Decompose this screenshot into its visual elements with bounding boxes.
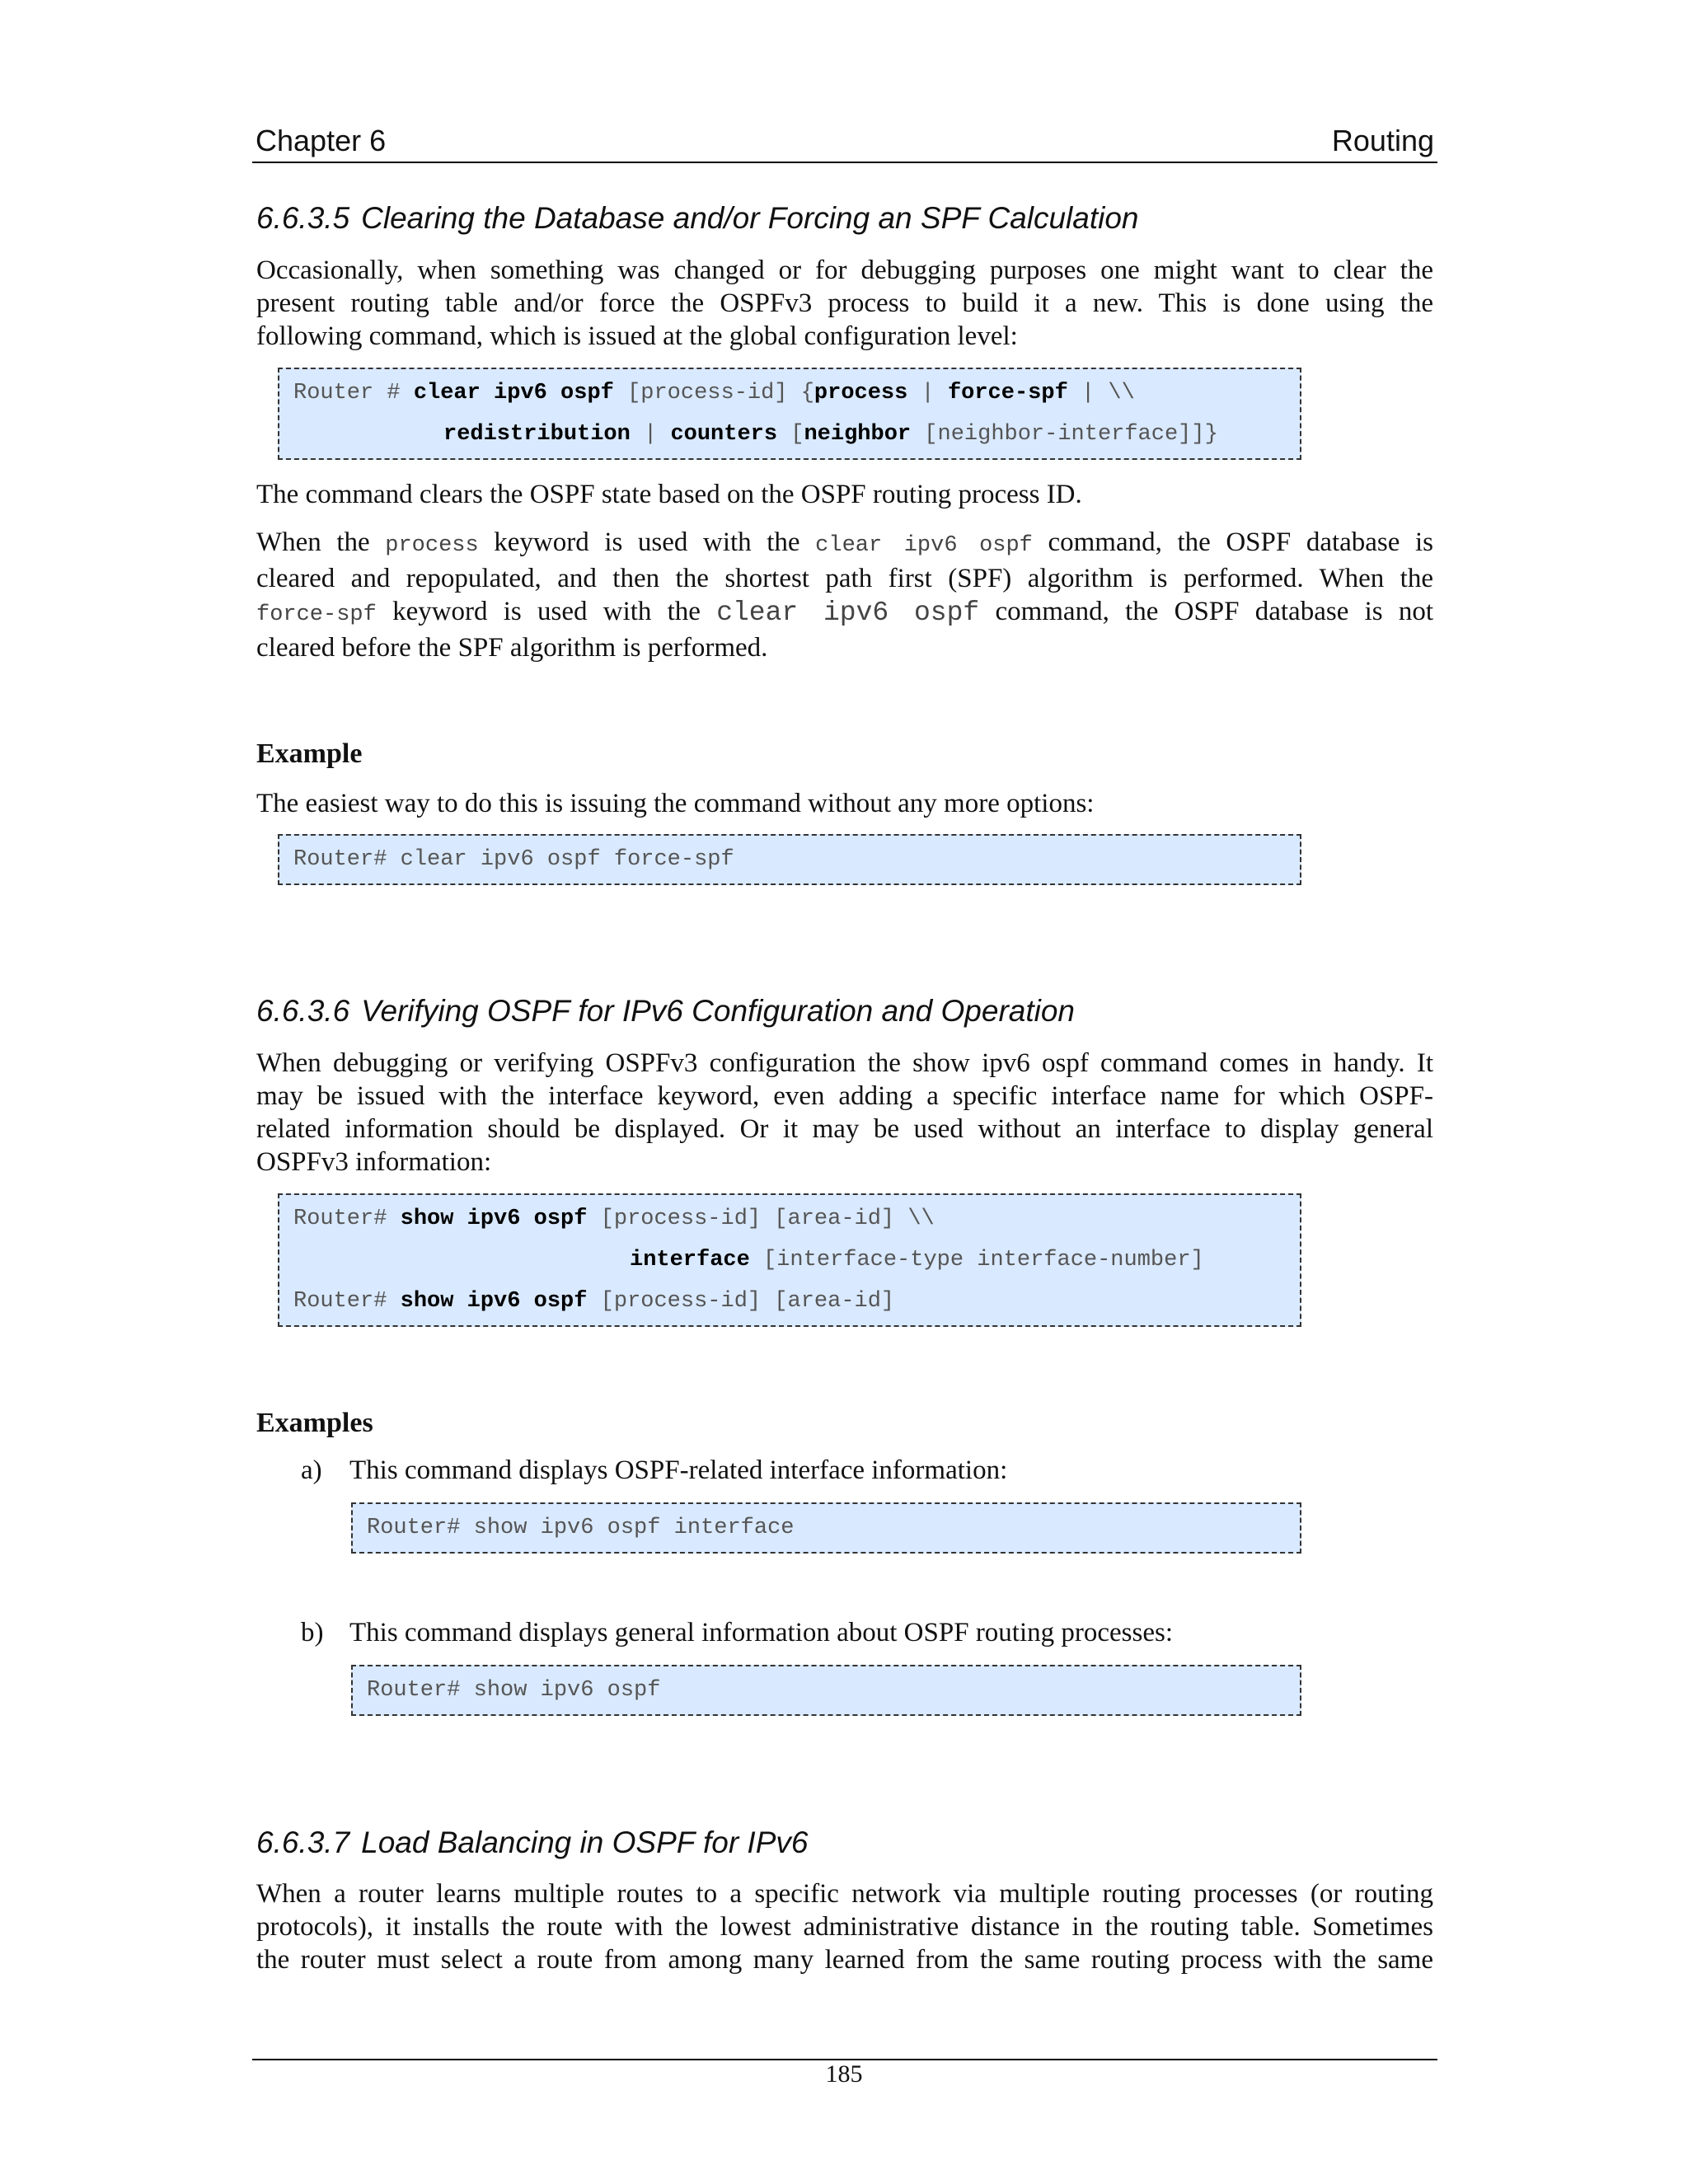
section-intro-paragraph bbox=[256, 254, 1433, 353]
section-intro-paragraph bbox=[256, 1877, 1433, 1976]
page-header bbox=[252, 120, 1437, 163]
keyword-explanation-paragraph bbox=[256, 526, 1433, 664]
paragraph-line: protocols), it installs the route with the lowest administrative distance in the routing table. Sometimes bbox=[256, 1912, 1433, 1942]
code-line: redistribution | counters [neighbor [neighbor-interface]]} bbox=[443, 422, 1218, 447]
page-number: 185 bbox=[825, 2060, 863, 2088]
paragraph-line: When a router learns multiple routes to a specific network via multiple routing processes (or routing bbox=[256, 1879, 1433, 1909]
paragraph-line: When debugging or verifying OSPFv3 configuration the show ipv6 ospf command comes in handy. It bbox=[256, 1048, 1433, 1078]
chapter-title: Routing bbox=[1331, 124, 1434, 157]
example-code-box: Router# show ipv6 ospf bbox=[351, 1665, 1301, 1716]
section-number: 6.6.3.5 bbox=[256, 201, 350, 235]
command-syntax-box bbox=[278, 368, 1301, 460]
code-line: Router# show ipv6 ospf [process-id] [area-id] bbox=[293, 1289, 895, 1314]
paragraph-line: OSPFv3 information: bbox=[256, 1147, 492, 1177]
paragraph-line: cleared and repopulated, and then the shortest path first (SPF) algorithm is performed. When the bbox=[256, 564, 1433, 593]
examples-heading: Examples bbox=[256, 1408, 373, 1438]
inline-code: force-spf bbox=[256, 602, 377, 627]
paragraph-line: force-spf keyword is used with the clear ipv6 ospf command, the OSPF database is not bbox=[256, 597, 1433, 628]
section-number: 6.6.3.6 bbox=[256, 994, 350, 1028]
inline-code: clear ipv6 ospf bbox=[716, 598, 980, 628]
code-line: Router# show ipv6 ospf [process-id] [area-id] \\ bbox=[293, 1207, 935, 1231]
section-number: 6.6.3.7 bbox=[256, 1825, 350, 1859]
paragraph-line: Occasionally, when something was changed or for debugging purposes one might want to clear the bbox=[256, 255, 1433, 285]
paragraph-line: present routing table and/or force the OSPFv3 process to build it a new. This is done using the bbox=[256, 288, 1433, 318]
section-title: Load Balancing in OSPF for IPv6 bbox=[361, 1825, 809, 1859]
section-heading-6-6-3-5 bbox=[256, 201, 1139, 236]
paragraph-line: related information should be displayed. Or it may be used without an interface to display general bbox=[256, 1114, 1433, 1144]
example-code-box: Router# show ipv6 ospf interface bbox=[351, 1502, 1301, 1554]
paragraph-line: When the process keyword is used with the clear ipv6 ospf command, the OSPF database is bbox=[256, 527, 1434, 558]
example-heading: Example bbox=[256, 738, 363, 769]
inline-code: clear ipv6 ospf bbox=[815, 533, 1033, 558]
section-heading-6-6-3-7 bbox=[256, 1825, 808, 1860]
command-syntax-box bbox=[278, 1193, 1301, 1327]
inline-code: process bbox=[385, 533, 479, 558]
list-item-text: This command displays general information about OSPF routing processes: bbox=[349, 1618, 1174, 1647]
section-intro-paragraph bbox=[256, 1047, 1433, 1179]
paragraph-line: the router must select a route from among many learned from the same routing process with the same bbox=[256, 1945, 1433, 1975]
list-marker: b) bbox=[301, 1618, 324, 1647]
paragraph-line: may be issued with the interface keyword, even adding a specific interface name for which OSPF- bbox=[256, 1081, 1433, 1111]
list-item-text: This command displays OSPF-related interface information: bbox=[349, 1455, 1008, 1485]
chapter-label: Chapter 6 bbox=[256, 124, 387, 157]
list-marker: a) bbox=[301, 1455, 322, 1485]
section-heading-6-6-3-6 bbox=[256, 994, 1075, 1029]
paragraph: The easiest way to do this is issuing the command without any more options: bbox=[256, 789, 1095, 818]
paragraph-line: following command, which is issued at the global configuration level: bbox=[256, 321, 1018, 351]
code-line: interface [interface-type interface-number] bbox=[630, 1248, 1204, 1272]
section-title: Clearing the Database and/or Forcing an SPF Calculation bbox=[361, 201, 1139, 235]
code-line: Router # clear ipv6 ospf [process-id] {process | force-spf | \\ bbox=[293, 381, 1135, 405]
section-title: Verifying OSPF for IPv6 Configuration and Operation bbox=[361, 994, 1076, 1028]
paragraph: The command clears the OSPF state based on the OSPF routing process ID. bbox=[256, 480, 1082, 509]
paragraph-line: cleared before the SPF algorithm is performed. bbox=[256, 633, 768, 663]
example-code-box: Router# clear ipv6 ospf force-spf bbox=[278, 834, 1301, 885]
